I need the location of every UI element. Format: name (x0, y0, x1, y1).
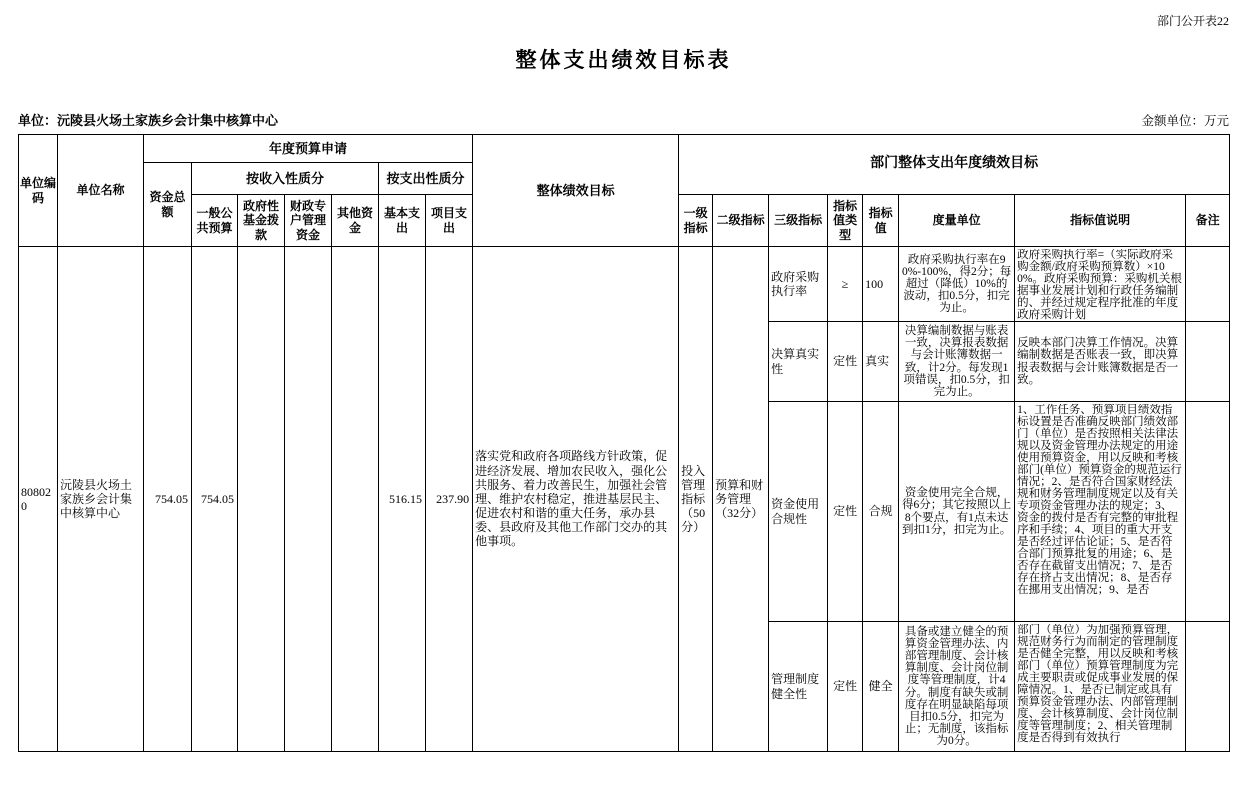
cell-value-description (1015, 247, 1186, 322)
header-other-funds: 其他资金 (332, 195, 379, 247)
cell-level2-indicator: 预算和财务管理（32分） (713, 247, 769, 752)
cell-unit-code: 808020 (19, 247, 58, 752)
cell-value-description (1015, 402, 1186, 622)
cell-indicator-name: 决算真实性 (769, 322, 828, 402)
cell-value-type: 定性 (828, 622, 863, 752)
cell-overall-target: 落实党和政府各项路线方针政策，促进经济发展、增加农民收入，强化公共服务、着力改善民生，加强社会管理、维护农村稳定，推进基层民主、促进农村和谐的重大任务，承办县委、县政府及其他工作部门交办的其他事项。 (473, 247, 679, 752)
cell-project-expenditure: 237.90 (426, 247, 473, 752)
header-by-income: 按收入性质分 (192, 163, 379, 195)
cell-value-type: ≥ (828, 247, 863, 322)
cell-measure-unit: 具备或建立健全的预算资金管理办法、内部管理制度、会计核算制度、会计岗位制度等管理制度，计4分。制度有缺失或制度存在明显缺陷每项目扣0.5分，扣完为止；无制度，该指标为0分。 (899, 622, 1015, 752)
cell-indicator-name: 资金使用合规性 (769, 402, 828, 622)
meta-row (18, 110, 1229, 129)
header-total-funds: 资金总额 (144, 163, 192, 247)
cell-basic-expenditure: 516.15 (379, 247, 426, 752)
cell-indicator-value: 真实 (863, 322, 899, 402)
cell-value-description: 反映本部门决算工作情况。决算编制数据是否账表一致，即决算报表数据与会计账簿数据是否一致。 (1015, 322, 1186, 402)
cell-value-type: 定性 (828, 322, 863, 402)
cell-remarks (1186, 247, 1230, 322)
amount-unit-label: 金额单位：万元 (1141, 114, 1229, 128)
cell-indicator-value: 健全 (863, 622, 899, 752)
cell-level1-indicator: 投入管理指标（50分） (679, 247, 713, 752)
cell-indicator-name: 管理制度健全性 (769, 622, 828, 752)
cell-indicator-value: 合规 (863, 402, 899, 622)
value-description-text: 1、工作任务、预算项目绩效指标设置是否准确反映部门绩效部门（单位）是否按照相关法律法规以及资金管理办法规定的用途使用预算资金，用以反映和考核部门(单位）预算资金的规范运行情况；2、是否符合国家财经法规和财务管理制度规定以及有关专项资金管理办法的规定；3、资金的拨付是否有完整的审批程序和手续；4、项目的重大开支是否经过评估论证；5、是否符合部门预算批复的用途；6、是否存在截留支出情况；7、是否存在挤占支出情况；8、是否存在挪用支出情况；9、是否 (1017, 403, 1182, 597)
cell-fiscal-special-account (285, 247, 332, 752)
cell-measure-unit: 政府采购执行率在90%-100%，得2分；每超过（降低）10%的波动，扣0.5分，扣完为止。 (899, 247, 1015, 322)
value-description-text: 部门（单位）为加强预算管理，规范财务行为而制定的管理制度是否健全完整，用以反映和考核部门（单位）预算管理制度为完成主要职责或促成事业发展的保障情况。1、是否已制定或具有预算资金管理办法、内部管理制度、会计核算制度、会计岗位制度等管理制度；2、相关管理制度是否得到有效执行 (1017, 623, 1179, 745)
header-gov-fund-allocation: 政府性基金拨款 (238, 195, 285, 247)
cell-unit-name: 沅陵县火场土家族乡会计集中核算中心 (58, 247, 144, 752)
cell-remarks (1186, 402, 1230, 622)
page-title: 整体支出绩效目标表 (515, 48, 732, 72)
form-number-label: 部门公开表22 (1156, 14, 1229, 28)
cell-remarks (1186, 622, 1230, 752)
cell-measure-unit: 资金使用完全合规，得6分；其它按照以上8个要点，有1点未达到扣1分，扣完为止。 (899, 402, 1015, 622)
header-level2-indicator: 二级指标 (713, 195, 769, 247)
header-level3-indicator: 三级指标 (769, 195, 828, 247)
header-value-description: 指标值说明 (1015, 195, 1186, 247)
cell-remarks (1186, 322, 1230, 402)
header-unit-name: 单位名称 (58, 135, 144, 247)
header-general-public-budget: 一般公共预算 (192, 195, 238, 247)
header-annual-budget: 年度预算申请 (144, 135, 473, 163)
header-fiscal-special-account: 财政专户管理资金 (285, 195, 332, 247)
header-measure-unit: 度量单位 (899, 195, 1015, 247)
unit-name-label: 单位：沅陵县火场土家族乡会计集中核算中心 (18, 113, 279, 128)
header-basic-expenditure: 基本支出 (379, 195, 426, 247)
cell-other-funds (332, 247, 379, 752)
header-overall-target: 整体绩效目标 (473, 135, 679, 247)
cell-value-description (1015, 622, 1186, 752)
cell-indicator-name: 政府采购执行率 (769, 247, 828, 322)
value-description-text: 政府采购执行率=（实际政府采购金额/政府采购预算数）×100%。政府采购预算：采购机关根据事业发展计划和行政任务编制的、并经过规定程序批准的年度政府采购计划 (1017, 248, 1182, 320)
header-by-expenditure: 按支出性质分 (379, 163, 473, 195)
header-remarks: 备注 (1186, 195, 1230, 247)
header-unit-code: 单位编码 (19, 135, 58, 247)
cell-general-public-budget: 754.05 (192, 247, 238, 752)
cell-indicator-value: 100 (863, 247, 899, 322)
cell-total-funds: 754.05 (144, 247, 192, 752)
cell-gov-fund-allocation (238, 247, 285, 752)
header-project-expenditure: 项目支出 (426, 195, 473, 247)
performance-target-table (18, 134, 1230, 752)
header-dept-annual-target: 部门整体支出年度绩效目标 (679, 135, 1230, 195)
header-indicator-value: 指标值 (863, 195, 899, 247)
cell-measure-unit: 决算编制数据与账表一致，决算报表数据与会计账簿数据一致，计2分。每发现1项错误，扣0.5分，扣完为止。 (899, 322, 1015, 402)
cell-value-type: 定性 (828, 402, 863, 622)
header-value-type: 指标值类型 (828, 195, 863, 247)
header-level1-indicator: 一级指标 (679, 195, 713, 247)
